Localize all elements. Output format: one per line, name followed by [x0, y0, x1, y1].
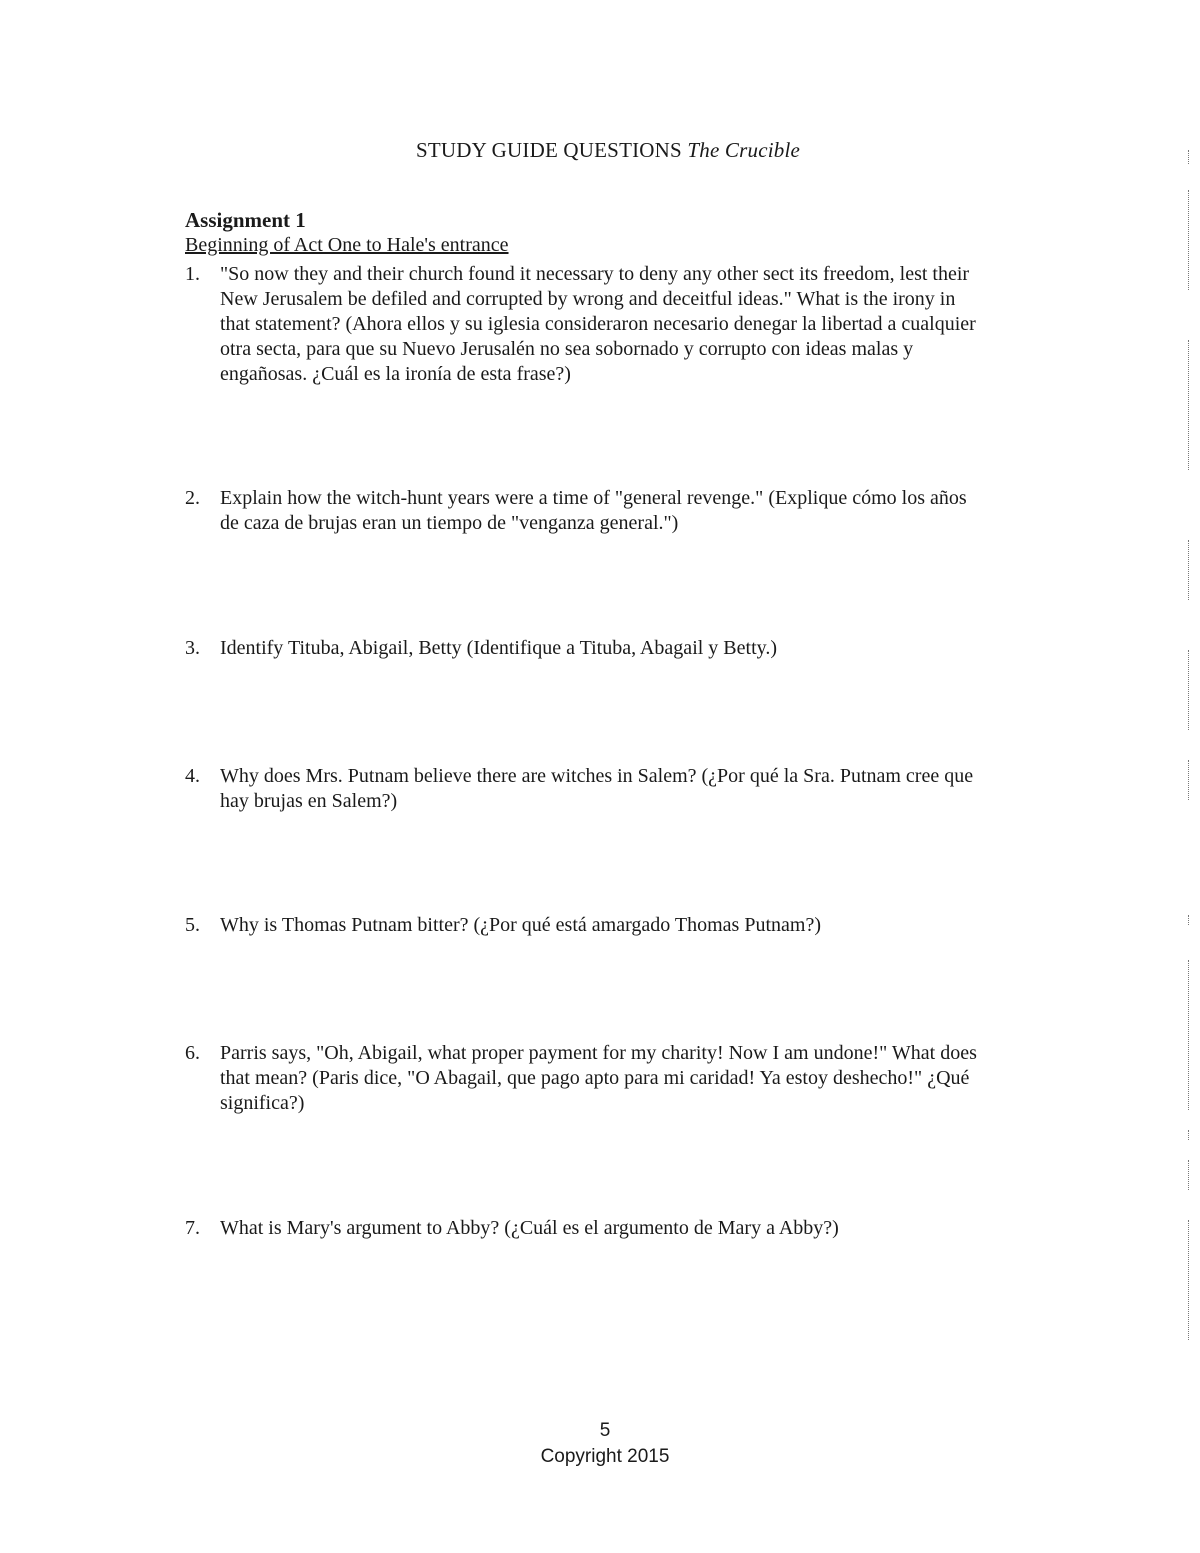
- scan-mark: [1188, 915, 1190, 925]
- scan-mark: [1188, 1220, 1190, 1340]
- scan-mark: [1188, 540, 1190, 600]
- question-text: Why does Mrs. Putnam believe there are witches in Salem? (¿Por qué la Sra. Putnam cree que hay brujas en Salem?): [220, 765, 974, 812]
- scan-mark: [1188, 190, 1190, 290]
- page-number: 5: [599, 1420, 611, 1441]
- question-6: [185, 1041, 985, 1116]
- question-7: [185, 1216, 985, 1241]
- scan-mark: [1188, 1130, 1190, 1140]
- question-1: [185, 262, 985, 387]
- question-number: 6.: [185, 1042, 200, 1064]
- question-text: "So now they and their church found it necessary to deny any other sect its freedom, lest their New Jerusalem be defiled and corrupted by wrong and deceitful ideas." What is the irony in that statement? (Ahora ellos y su iglesia consideraron necesario denegar la libertad a cualquier otra secta, para que su Nuevo Jerusalén no sea sobornado y corrupto con ideas malas y engañosas. ¿Cuál es la ironía de esta frase?): [220, 263, 976, 385]
- question-number: 5.: [185, 914, 200, 936]
- scan-edge-marks: [1188, 140, 1192, 1340]
- question-2: [185, 486, 985, 536]
- question-text: Why is Thomas Putnam bitter? (¿Por qué está amargado Thomas Putnam?): [220, 914, 821, 936]
- question-text: Parris says, "Oh, Abigail, what proper payment for my charity! Now I am undone!" What does that mean? (Paris dice, "O Abagail, que pago apto para mi caridad! Ya estoy deshecho!" ¿Qué significa?): [220, 1042, 977, 1114]
- question-number: 3.: [185, 637, 200, 659]
- question-5: [185, 913, 985, 938]
- question-number: 1.: [185, 263, 200, 285]
- section-heading: Beginning of Act One to Hale's entrance: [185, 234, 509, 256]
- scan-mark: [1188, 760, 1190, 800]
- scan-mark: [1188, 1160, 1190, 1190]
- question-number: 2.: [185, 487, 200, 509]
- question-4: [185, 764, 985, 814]
- scan-mark: [1188, 960, 1190, 1110]
- question-text: Explain how the witch-hunt years were a time of "general revenge." (Explique cómo los años de caza de brujas eran un tiempo de "venganza general."): [220, 487, 967, 534]
- question-number: 7.: [185, 1217, 200, 1239]
- question-text: What is Mary's argument to Abby? (¿Cuál es el argumento de Mary a Abby?): [220, 1217, 839, 1239]
- scan-mark: [1188, 340, 1190, 470]
- scan-mark: [1188, 650, 1190, 730]
- page-title: [0, 138, 1200, 163]
- question-text: Identify Tituba, Abigail, Betty (Identifique a Tituba, Abagail y Betty.): [220, 637, 777, 659]
- scan-mark: [1188, 150, 1190, 164]
- question-3: [185, 636, 985, 661]
- assignment-heading: Assignment 1: [185, 208, 306, 232]
- question-number: 4.: [185, 765, 200, 787]
- copyright-notice: Copyright 2015: [540, 1446, 670, 1467]
- title-italic: The Crucible: [687, 138, 800, 162]
- title-main: STUDY GUIDE QUESTIONS: [415, 138, 682, 162]
